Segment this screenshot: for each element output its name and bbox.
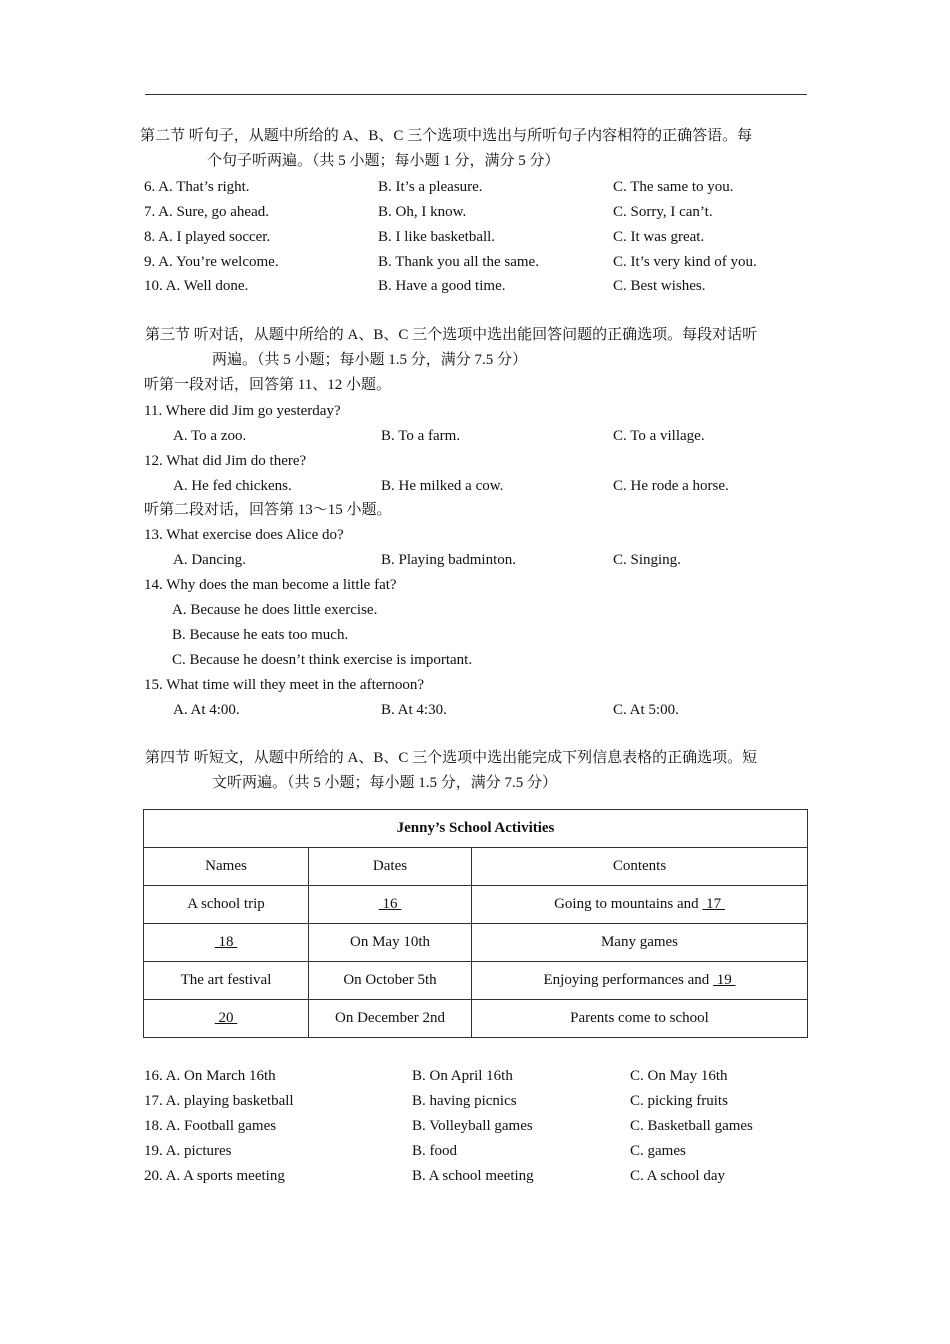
q11-question: 11. Where did Jim go yesterday? — [144, 403, 341, 419]
q17-option-a: 17. A. playing basketball — [144, 1093, 294, 1109]
q19-option-a: 19. A. pictures — [144, 1143, 232, 1159]
q11-option-c: C. To a village. — [613, 428, 705, 444]
dialog1-intro: 听第一段对话，回答第 11、12 小题。 — [144, 377, 391, 393]
header-contents: Contents — [472, 848, 808, 886]
row3-content — [472, 962, 808, 1000]
q15-option-a: A. At 4:00. — [173, 702, 240, 718]
q19-option-c: C. games — [630, 1143, 686, 1159]
table-row — [144, 924, 808, 962]
q20-option-b: B. A school meeting — [412, 1168, 534, 1184]
q7-option-b: B. Oh, I know. — [378, 204, 467, 220]
header-names: Names — [144, 848, 309, 886]
q11-option-a: A. To a zoo. — [173, 428, 247, 444]
row4-date: On December 2nd — [309, 1000, 472, 1038]
q13-option-b: B. Playing badminton. — [381, 552, 516, 568]
table-title: Jenny’s School Activities — [144, 810, 808, 848]
q13-option-c: C. Singing. — [613, 552, 681, 568]
blank-19: 19 — [713, 972, 736, 988]
section3-header-line2: 两遍。（共 5 小题；每小题 1.5 分，满分 7.5 分） — [212, 352, 528, 368]
q16-option-a: 16. A. On March 16th — [144, 1068, 276, 1084]
q7-option-a: 7. A. Sure, go ahead. — [144, 204, 269, 220]
q18-option-c: C. Basketball games — [630, 1118, 753, 1134]
q12-option-b: B. He milked a cow. — [381, 478, 504, 494]
table-row — [144, 886, 808, 924]
q18-option-b: B. Volleyball games — [412, 1118, 533, 1134]
q8-option-b: B. I like basketball. — [378, 229, 496, 245]
row3-content-text: Enjoying performances and — [543, 972, 714, 988]
blank-18: 18 — [214, 934, 238, 950]
q14-question: 14. Why does the man become a little fat? — [144, 577, 397, 593]
row2-name — [144, 924, 309, 962]
q14-option-c: C. Because he doesn’t think exercise is important. — [172, 652, 473, 668]
row1-content-text: Going to mountains and — [554, 896, 703, 912]
row1-date — [309, 886, 472, 924]
row4-name — [144, 1000, 309, 1038]
top-rule — [145, 94, 807, 95]
row2-date: On May 10th — [309, 924, 472, 962]
q8-option-c: C. It was great. — [613, 229, 705, 245]
q8-option-a: 8. A. I played soccer. — [144, 229, 271, 245]
table-row — [144, 962, 808, 1000]
q18-option-a: 18. A. Football games — [144, 1118, 277, 1134]
q13-option-a: A. Dancing. — [173, 552, 246, 568]
activities-table — [143, 809, 808, 1038]
q12-option-a: A. He fed chickens. — [173, 478, 292, 494]
q17-option-b: B. having picnics — [412, 1093, 517, 1109]
q6-option-b: B. It’s a pleasure. — [378, 179, 483, 195]
row4-content: Parents come to school — [472, 1000, 808, 1038]
q7-option-c: C. Sorry, I can’t. — [613, 204, 713, 220]
q14-option-a: A. Because he does little exercise. — [172, 602, 378, 618]
q9-option-b: B. Thank you all the same. — [378, 254, 539, 270]
q17-option-c: C. picking fruits — [630, 1093, 728, 1109]
section3-header-line1: 第三节 听对话，从题中所给的 A、B、C 三个选项中选出能回答问题的正确选项。每段对话听 — [145, 327, 758, 343]
q15-question: 15. What time will they meet in the afternoon? — [144, 677, 425, 693]
table-row — [144, 1000, 808, 1038]
section4-header-line2: 文听两遍。（共 5 小题；每小题 1.5 分，满分 7.5 分） — [212, 775, 558, 791]
blank-17: 17 — [702, 896, 725, 912]
q12-option-c: C. He rode a horse. — [613, 478, 729, 494]
row1-name: A school trip — [144, 886, 309, 924]
q15-option-b: B. At 4:30. — [381, 702, 447, 718]
table-header-row — [144, 848, 808, 886]
blank-16: 16 — [378, 896, 402, 912]
q10-option-a: 10. A. Well done. — [144, 278, 249, 294]
q6-option-a: 6. A. That’s right. — [144, 179, 250, 195]
q9-option-a: 9. A. You’re welcome. — [144, 254, 279, 270]
q20-option-a: 20. A. A sports meeting — [144, 1168, 285, 1184]
blank-20: 20 — [214, 1010, 238, 1026]
q6-option-c: C. The same to you. — [613, 179, 734, 195]
q20-option-c: C. A school day — [630, 1168, 726, 1184]
dialog2-intro: 听第二段对话，回答第 13～15 小题。 — [144, 502, 392, 518]
section2-header-line1: 第二节 听句子，从题中所给的 A、B、C 三个选项中选出与所听句子内容相符的正确答语。每 — [140, 128, 753, 144]
q16-option-b: B. On April 16th — [412, 1068, 513, 1084]
section2-header-line2: 个句子听两遍。（共 5 小题；每小题 1 分，满分 5 分） — [207, 153, 560, 169]
q10-option-b: B. Have a good time. — [378, 278, 506, 294]
q11-option-b: B. To a farm. — [381, 428, 461, 444]
q15-option-c: C. At 5:00. — [613, 702, 679, 718]
q12-question: 12. What did Jim do there? — [144, 453, 307, 469]
q9-option-c: C. It’s very kind of you. — [613, 254, 757, 270]
section4-header-line1: 第四节 听短文，从题中所给的 A、B、C 三个选项中选出能完成下列信息表格的正确选项。短 — [145, 750, 758, 766]
q10-option-c: C. Best wishes. — [613, 278, 706, 294]
row1-content — [472, 886, 808, 924]
row3-name: The art festival — [144, 962, 309, 1000]
row2-content: Many games — [472, 924, 808, 962]
q14-option-b: B. Because he eats too much. — [172, 627, 349, 643]
header-dates: Dates — [309, 848, 472, 886]
q16-option-c: C. On May 16th — [630, 1068, 728, 1084]
row3-date: On October 5th — [309, 962, 472, 1000]
q13-question: 13. What exercise does Alice do? — [144, 527, 344, 543]
q19-option-b: B. food — [412, 1143, 457, 1159]
